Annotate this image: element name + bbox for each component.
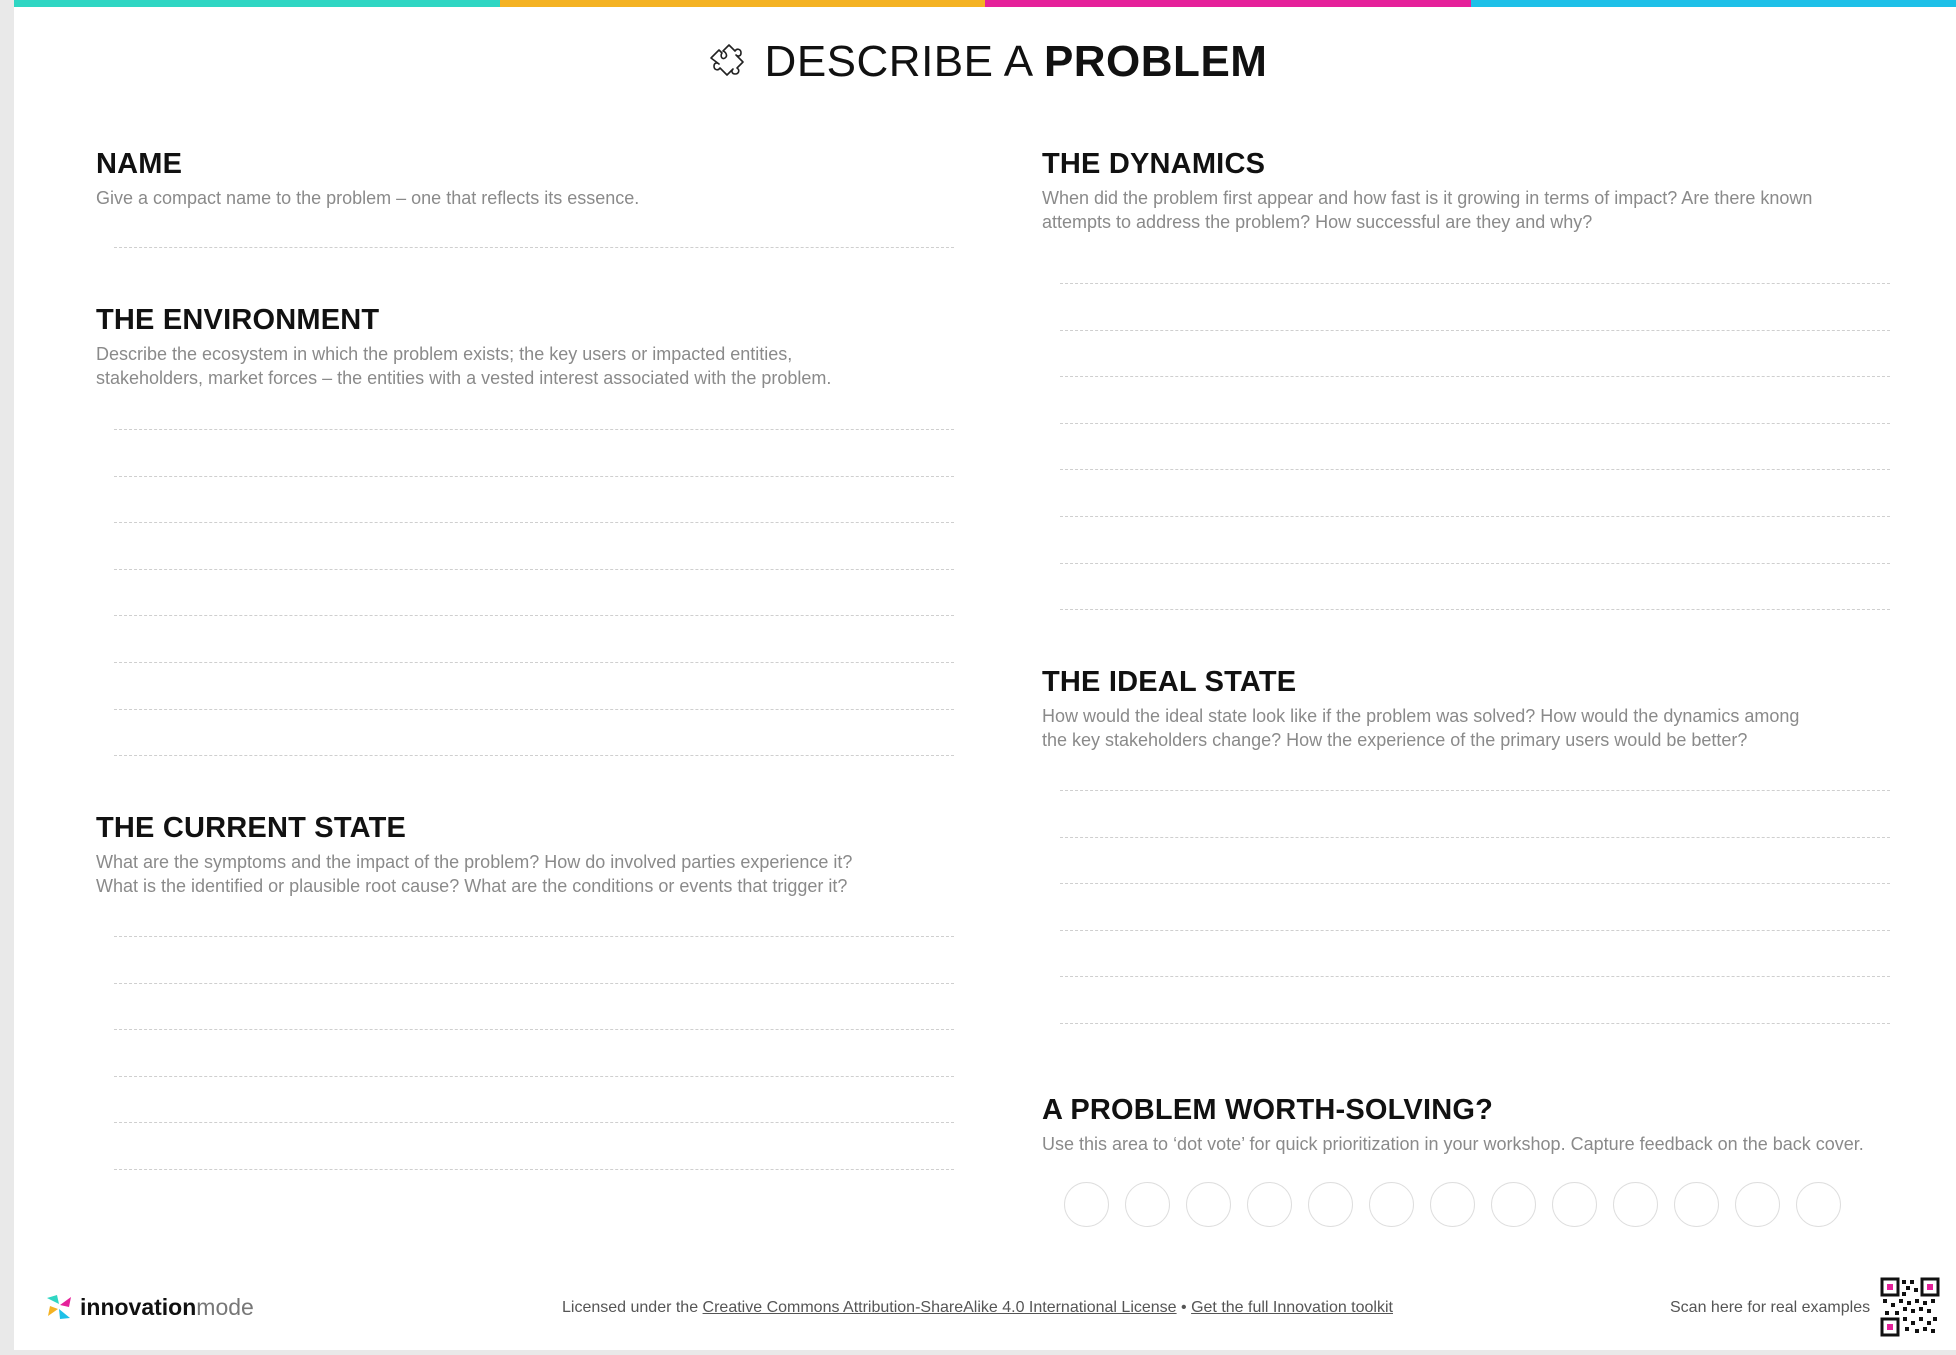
worth-solving-heading: A PROBLEM WORTH-SOLVING?	[1042, 1094, 1494, 1126]
license-link[interactable]: Creative Commons Attribution-ShareAlike 4.0 International License	[702, 1299, 1177, 1316]
vote-dot[interactable]	[1186, 1182, 1231, 1227]
stripe-orange	[500, 0, 986, 7]
innovationmode-logo[interactable]	[44, 1292, 254, 1322]
vote-dot[interactable]	[1308, 1182, 1353, 1227]
current-state-section	[96, 810, 956, 898]
dynamics-prompt: When did the problem first appear and how fast is it growing in terms of impact? Are there known attempts to address the problem? How successful are they and why?	[1042, 188, 1813, 232]
vote-dot[interactable]	[1491, 1182, 1536, 1227]
license-prefix: Licensed under the	[562, 1299, 703, 1316]
vote-dot[interactable]	[1552, 1182, 1597, 1227]
ideal-state-heading: THE IDEAL STATE	[1042, 666, 1297, 698]
dynamics-section	[1042, 146, 1902, 234]
footer-separator: •	[1176, 1299, 1192, 1316]
puzzle-piece-icon	[703, 36, 755, 88]
current-state-heading: THE CURRENT STATE	[96, 812, 407, 844]
innovationmode-logo-icon	[44, 1292, 74, 1322]
vote-dot[interactable]	[1369, 1182, 1414, 1227]
name-prompt: Give a compact name to the problem – one that reflects its essence.	[96, 188, 640, 208]
vote-dot[interactable]	[1613, 1182, 1658, 1227]
environment-section	[96, 302, 956, 390]
vote-dot[interactable]	[1064, 1182, 1109, 1227]
vote-dot[interactable]	[1735, 1182, 1780, 1227]
vote-dot[interactable]	[1674, 1182, 1719, 1227]
qr-code-icon[interactable]	[1880, 1277, 1940, 1337]
stripe-magenta	[985, 0, 1471, 7]
scan-text: Scan here for real examples	[1670, 1299, 1871, 1316]
stripe-cyan	[1471, 0, 1956, 7]
worth-solving-section	[1042, 1092, 1942, 1156]
name-heading: NAME	[96, 148, 183, 180]
toolkit-link[interactable]: Get the full Innovation toolkit	[1191, 1299, 1393, 1316]
vote-dot[interactable]	[1125, 1182, 1170, 1227]
color-stripe	[14, 0, 1956, 7]
vote-dot[interactable]	[1796, 1182, 1841, 1227]
ideal-state-section	[1042, 664, 1902, 752]
worksheet-page	[14, 0, 1956, 1350]
environment-heading: THE ENVIRONMENT	[96, 304, 380, 336]
current-state-prompt: What are the symptoms and the impact of the problem? How do involved parties experience it? What is the identified or plausible root cause? What are the conditions or events that trigger it?	[96, 852, 853, 896]
page-header	[14, 36, 1956, 88]
environment-prompt: Describe the ecosystem in which the problem exists; the key users or impacted entities, stakeholders, market forces – the entities with a vested interest associated with the problem.	[96, 344, 832, 388]
dot-vote-area	[1064, 1182, 1841, 1227]
vote-dot[interactable]	[1247, 1182, 1292, 1227]
license-notice	[562, 1299, 1393, 1317]
stripe-teal	[14, 0, 500, 7]
name-section	[96, 146, 916, 210]
vote-dot[interactable]	[1430, 1182, 1475, 1227]
worth-solving-prompt: Use this area to ‘dot vote’ for quick prioritization in your workshop. Capture feedback on the back cover.	[1042, 1134, 1864, 1154]
page-title: DESCRIBE A PROBLEM	[764, 37, 1268, 86]
logo-wordmark: innovationmode	[80, 1294, 254, 1320]
dynamics-heading: THE DYNAMICS	[1042, 148, 1266, 180]
ideal-state-prompt: How would the ideal state look like if the problem was solved? How would the dynamics among the key stakeholders change? How the experience of the primary users would be better?	[1042, 706, 1800, 750]
